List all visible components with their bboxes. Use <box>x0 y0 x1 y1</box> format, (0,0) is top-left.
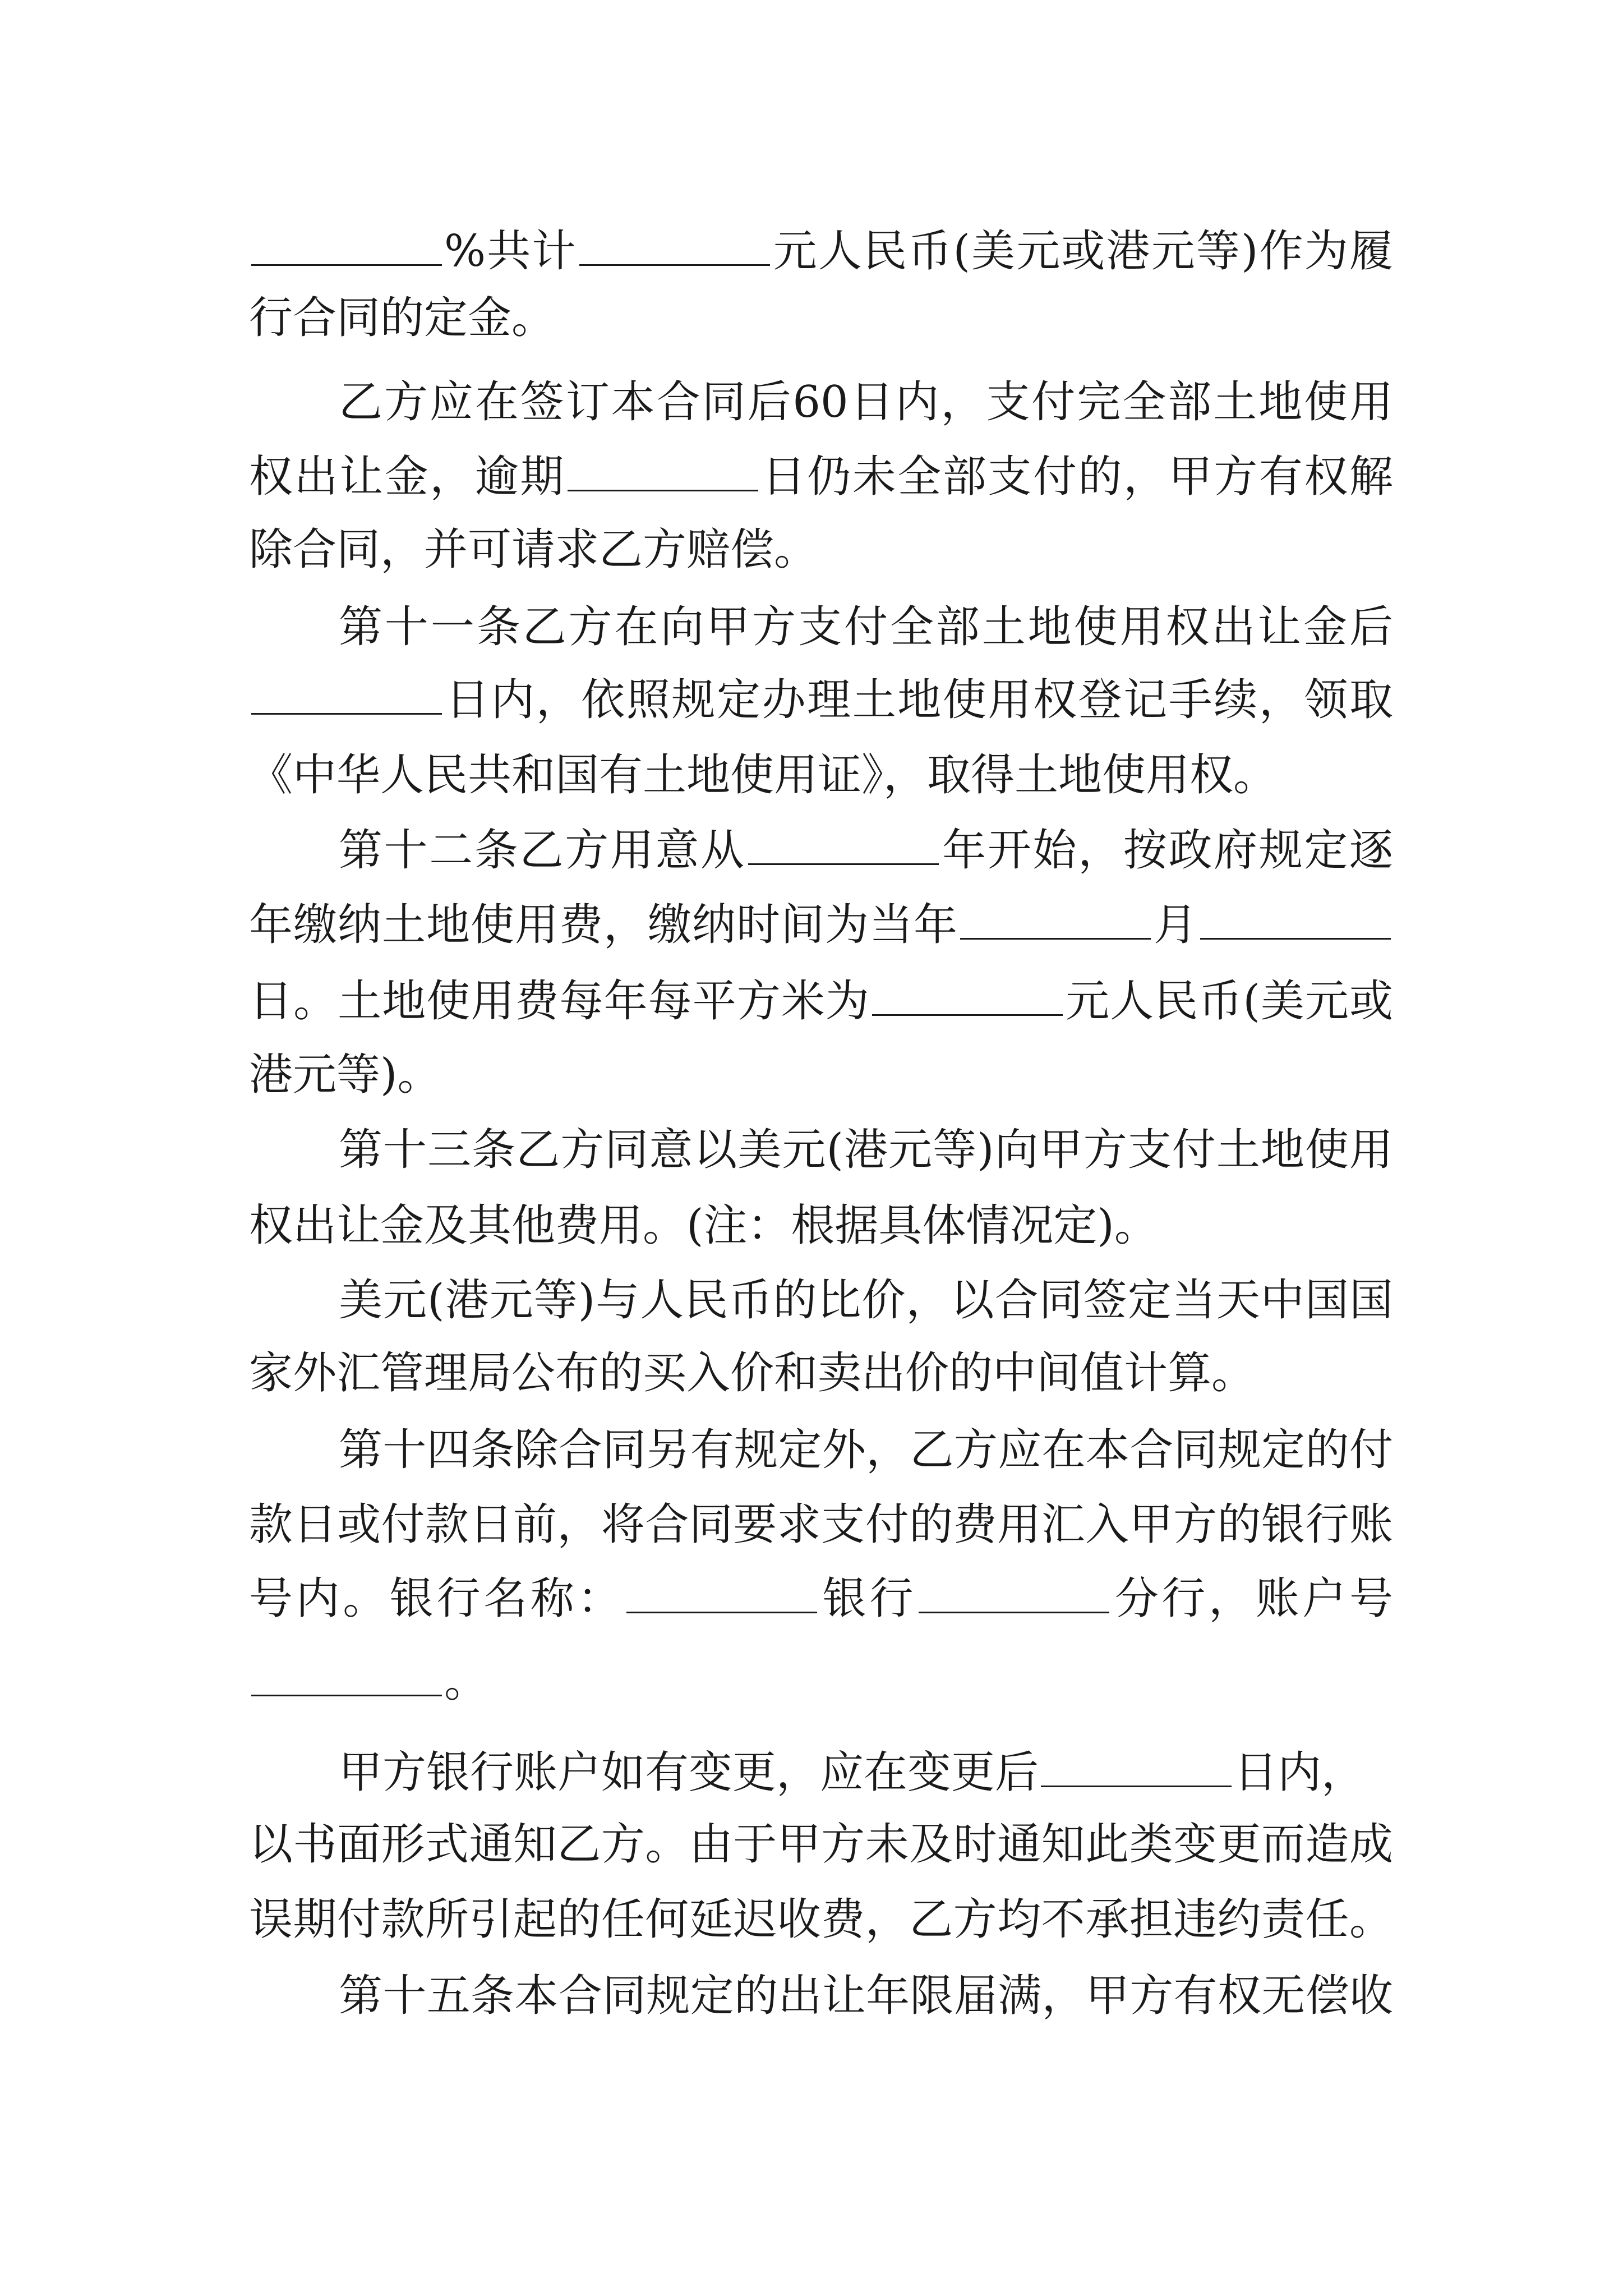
text-line: 第十五条本合同规定的出让年限届满，甲方有权无偿收 <box>339 1971 1393 2021</box>
blank-field <box>919 1578 1109 1613</box>
text-line: 乙方应在签订本合同后60日内，支付完全部土地使用 <box>339 377 1393 427</box>
blank-field <box>626 1578 817 1613</box>
text-line: 第十二条乙方用意从 年开始，按政府规定逐 <box>339 825 1393 876</box>
blank-field <box>872 981 1063 1016</box>
text-line: 误期付款所引起的任何延迟收费，乙方均不承担违约责任。 <box>249 1894 1393 1945</box>
text-line: 年缴纳土地使用费，缴纳时间为当年 月 <box>249 897 1393 953</box>
text-line: 第十四条除合同另有规定外，乙方应在本合同规定的付 <box>339 1425 1393 1475</box>
text-line: 《中华人民共和国有土地使用证》，取得土地使用权。 <box>249 750 1278 800</box>
text-line: 。 <box>249 1654 1393 1710</box>
text-line: 家外汇管理局公布的买入价和卖出价的中间值计算。 <box>249 1348 1256 1398</box>
blank-field <box>251 231 442 266</box>
text-line: 第十三条乙方同意以美元(港元等)向甲方支付土地使用 <box>339 1125 1393 1175</box>
text-line: 以书面形式通知乙方。由于甲方未及时通知此类变更而造成 <box>249 1819 1393 1870</box>
text-line: 日。土地使用费每年每平方米为 元人民币(美元或 <box>249 976 1393 1027</box>
blank-field <box>568 456 758 491</box>
text-line: 行合同的定金。 <box>249 293 556 343</box>
blank-field <box>251 1661 442 1696</box>
text-line: 权出让金，逾期 日仍未全部支付的，甲方有权解 <box>249 452 1393 502</box>
text-line: 款日或付款日前，将合同要求支付的费用汇入甲方的银行账 <box>249 1499 1393 1550</box>
blank-field <box>1200 904 1391 940</box>
text-line: 除合同，并可请求乙方赔偿。 <box>249 524 818 575</box>
text-line: 权出让金及其他费用。(注：根据具体情况定)。 <box>249 1200 1158 1251</box>
blank-field <box>1041 1752 1232 1787</box>
blank-field <box>960 904 1151 940</box>
text-line: 第十一条乙方在向甲方支付全部土地使用权出让金后 <box>339 602 1393 652</box>
blank-field <box>748 830 939 865</box>
text-line: 甲方银行账户如有变更，应在变更后 日内， <box>339 1747 1366 1798</box>
blank-field <box>251 679 442 715</box>
text-line: %共计 元人民币(美元或港元等)作为履 <box>249 223 1393 279</box>
text-line: 港元等)。 <box>249 1050 441 1100</box>
text-line: 号内。银行名称： 银行 分行，账户号 <box>249 1573 1393 1624</box>
text-line: 美元(港元等)与人民币的比价，以合同签定当天中国国 <box>339 1275 1393 1326</box>
text-line: 日内，依照规定办理土地使用权登记手续，领取 <box>249 672 1393 728</box>
blank-field <box>579 231 770 266</box>
